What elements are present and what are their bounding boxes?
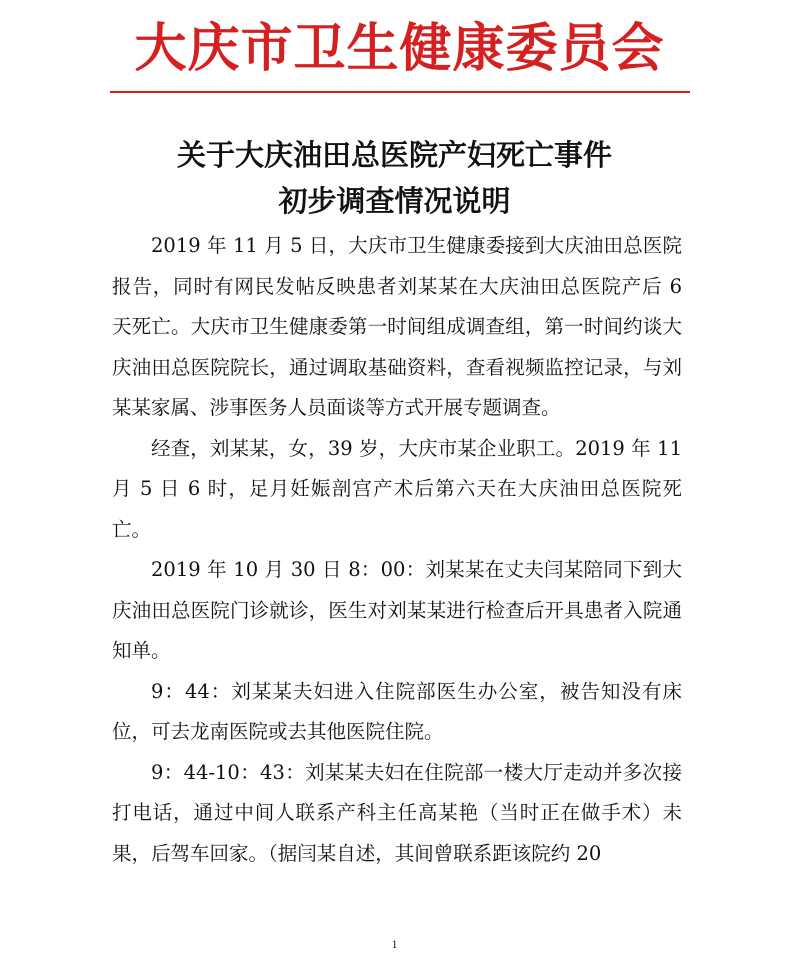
body-paragraph: 经查，刘某某，女，39 岁，大庆市某企业职工。2019 年 11 月 5 日 6 时，足月妊娠剖宫产术后第六天在大庆油田总医院死亡。 — [112, 436, 682, 541]
page-number: 1 — [391, 937, 398, 951]
body-paragraph: 2019 年 11 月 5 日，大庆市卫生健康委接到大庆油田总医院报告，同时有网民发帖反映患者刘某某在大庆油田总医院产后 6 天死亡。大庆市卫生健康委第一时间组成调查组，第一时间约谈大庆油田总医院院长，通过调取基础资料，查看视频监控记录，与刘某某家属、涉事医务人员面谈等方式开展专题调查。 — [112, 234, 682, 419]
document-title — [0, 132, 789, 224]
body-paragraph: 9：44：刘某某夫妇进入住院部医生办公室，被告知没有床位，可去龙南医院或去其他医院住院。 — [112, 679, 682, 743]
header-divider-rule — [110, 91, 690, 93]
document-title-line-1: 关于大庆油田总医院产妇死亡事件 — [176, 138, 612, 172]
issuing-organization-header: 大庆市卫生健康委员会 — [134, 18, 665, 79]
document-title-line-2: 初步调查情况说明 — [278, 184, 511, 218]
document-body — [112, 226, 682, 874]
body-paragraph: 9：44-10：43：刘某某夫妇在住院部一楼大厅走动并多次接打电话，通过中间人联系产科主任高某艳（当时正在做手术）未果，后驾车回家。（据闫某自述，其间曾联系距该院约 20 — [112, 760, 682, 865]
body-paragraph: 2019 年 10 月 30 日 8：00：刘某某在丈夫闫某陪同下到大庆油田总医院门诊就诊，医生对刘某某进行检查后开具患者入院通知单。 — [112, 558, 682, 662]
